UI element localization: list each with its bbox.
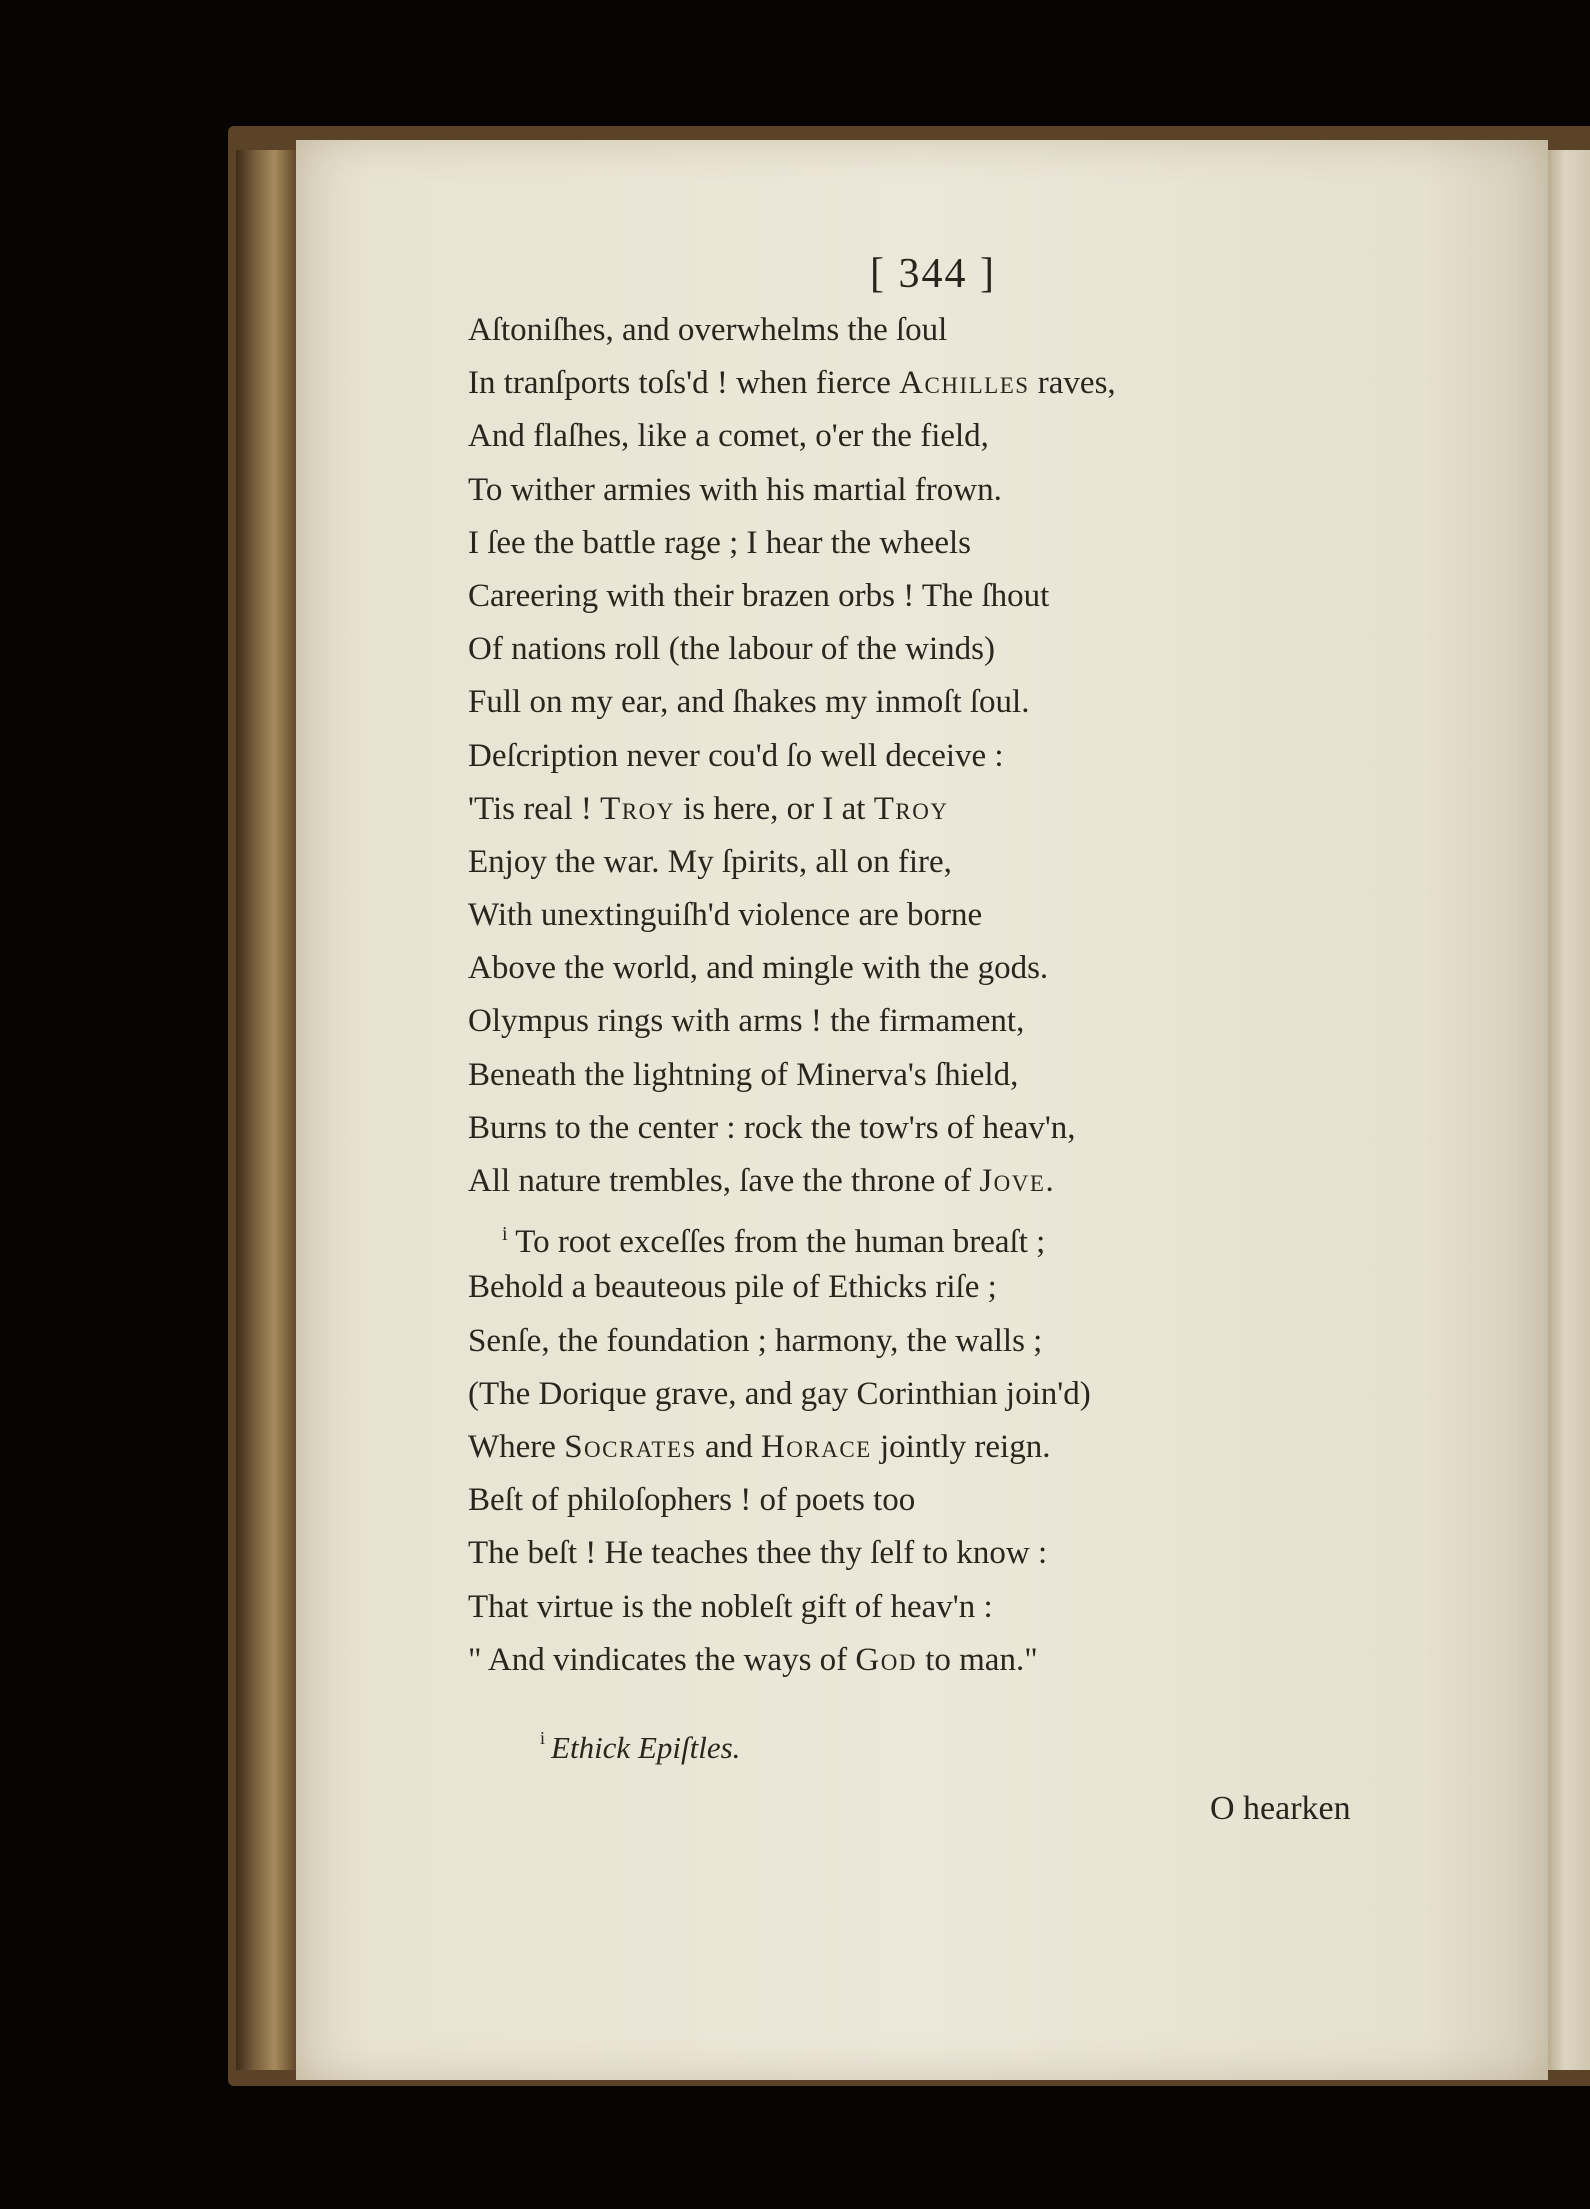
poem-line bbox=[468, 1261, 1368, 1314]
small-caps-name: Jove bbox=[979, 1163, 1046, 1199]
line-text: Careering with their brazen orbs ! The ſhout bbox=[468, 577, 1050, 614]
small-caps-name: Achilles bbox=[899, 365, 1030, 402]
line-text: And flaſhes, like a comet, o'er the field, bbox=[468, 418, 989, 455]
poem-line bbox=[468, 1208, 1368, 1261]
poem-line bbox=[468, 1421, 1368, 1474]
line-text: To root exceſſes from the human breaſt ; bbox=[507, 1224, 1046, 1261]
line-text: Full on my ear, and ſhakes my inmoſt ſoul. bbox=[468, 684, 1030, 721]
poem-line bbox=[468, 730, 1368, 783]
line-text: jointly reign. bbox=[871, 1428, 1051, 1465]
page-number: [ 344 ] bbox=[870, 251, 996, 297]
line-text: All nature trembles, ſave the throne of bbox=[468, 1163, 980, 1199]
poem-line bbox=[468, 1049, 1368, 1102]
poem-line bbox=[468, 357, 1368, 410]
small-caps-name: Socrates bbox=[564, 1428, 697, 1465]
poem-line bbox=[468, 1155, 1368, 1208]
line-text: Of nations roll (the labour of the winds) bbox=[468, 631, 995, 668]
line-text: That virtue is the nobleſt gift of heav'n : bbox=[468, 1588, 993, 1625]
line-text: I ſee the battle rage ; I hear the wheels bbox=[468, 524, 971, 561]
line-text: Behold a beauteous pile of Ethicks riſe ; bbox=[468, 1269, 997, 1306]
poem-line bbox=[468, 1102, 1368, 1155]
poem-line bbox=[468, 570, 1368, 623]
poem-line bbox=[468, 1527, 1368, 1580]
line-text: . bbox=[1045, 1163, 1054, 1199]
poem-line bbox=[468, 517, 1368, 570]
poem-text bbox=[468, 304, 1368, 1687]
poem-line bbox=[468, 1634, 1368, 1687]
line-text: " And vindicates the ways of bbox=[468, 1641, 856, 1678]
line-text: Deſcription never cou'd ſo well deceive : bbox=[468, 737, 1004, 774]
line-text: Beneath the lightning of Minerva's ſhield, bbox=[468, 1056, 1019, 1093]
poem-line bbox=[468, 783, 1368, 836]
footnote bbox=[540, 1728, 740, 1766]
line-text: Aſtoniſhes, and overwhelms the ſoul bbox=[468, 312, 948, 348]
line-text: Senſe, the foundation ; harmony, the walls ; bbox=[468, 1322, 1043, 1359]
line-text: 'Tis real ! bbox=[468, 790, 601, 827]
line-text: Above the world, and mingle with the gods. bbox=[468, 950, 1049, 987]
line-text: is here, or I at bbox=[674, 790, 874, 827]
footnote-ref: i bbox=[502, 1223, 508, 1246]
poem-line bbox=[468, 1474, 1368, 1527]
line-text: To wither armies with his martial frown. bbox=[468, 471, 1002, 508]
poem-line bbox=[468, 410, 1368, 463]
line-text: The beſt ! He teaches thee thy ſelf to know : bbox=[468, 1535, 1048, 1572]
footnote-text: Ethick Epiſtles. bbox=[551, 1730, 741, 1765]
poem-line bbox=[468, 889, 1368, 942]
poem-line bbox=[468, 676, 1368, 729]
line-text: (The Dorique grave, and gay Corinthian join'd) bbox=[468, 1375, 1091, 1412]
line-text: to man." bbox=[916, 1641, 1038, 1678]
line-text: Where bbox=[468, 1428, 565, 1465]
poem-line bbox=[468, 464, 1368, 517]
line-text: In tranſports toſs'd ! when fierce bbox=[468, 365, 900, 402]
small-caps-name: Troy bbox=[873, 790, 949, 827]
small-caps-name: God bbox=[855, 1641, 917, 1678]
poem-line bbox=[468, 623, 1368, 676]
footnote-marker: i bbox=[540, 1728, 546, 1748]
line-text: Olympus rings with arms ! the firmament, bbox=[468, 1003, 1025, 1040]
poem-line bbox=[468, 942, 1368, 995]
poem-line bbox=[468, 1368, 1368, 1421]
small-caps-name: Horace bbox=[760, 1428, 872, 1465]
catchword: O hearken bbox=[1210, 1790, 1351, 1827]
poem-line bbox=[468, 1581, 1368, 1634]
line-text: Enjoy the war. My ſpirits, all on fire, bbox=[468, 843, 952, 880]
poem-line bbox=[468, 304, 1368, 357]
poem-line bbox=[468, 836, 1368, 889]
line-text: and bbox=[696, 1428, 761, 1465]
line-text: With unextinguiſh'd violence are borne bbox=[468, 897, 983, 934]
line-text: Burns to the center : rock the tow'rs of heav'n, bbox=[468, 1109, 1076, 1146]
poem-line bbox=[468, 995, 1368, 1048]
small-caps-name: Troy bbox=[600, 790, 675, 827]
poem-line bbox=[468, 1315, 1368, 1368]
facing-page-edge bbox=[1548, 150, 1590, 2070]
line-text: raves, bbox=[1029, 365, 1116, 402]
line-text: Beſt of philoſophers ! of poets too bbox=[468, 1482, 916, 1519]
